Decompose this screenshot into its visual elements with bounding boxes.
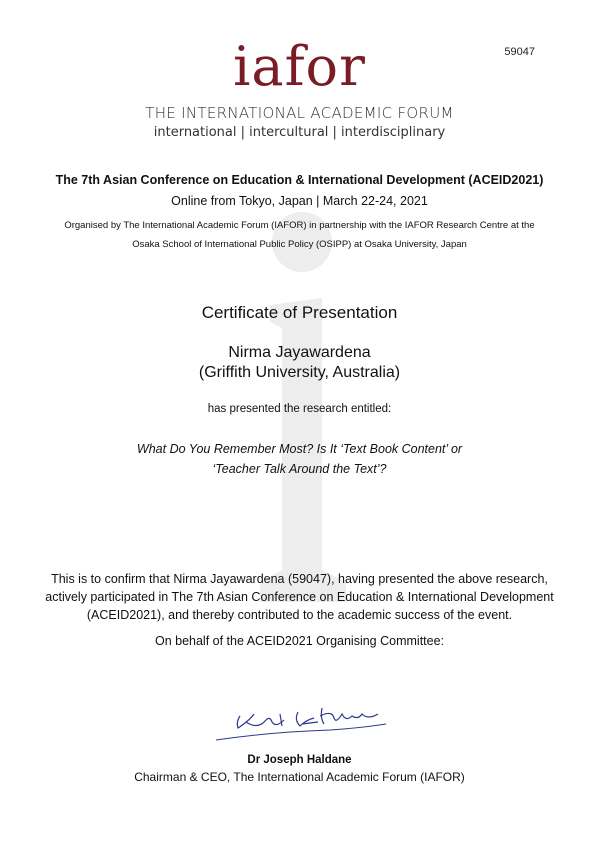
conference-organiser: Organised by The International Academic Forum (IAFOR) in partnership with the IAFOR Research Centre at the Osaka School of International Public Policy (OSIPP) at Osaka University, Japan bbox=[64, 220, 535, 250]
paper-title bbox=[0, 439, 599, 479]
confirmation-paragraph: This is to confirm that Nirma Jayawardena (59047), having presented the above research, actively participated in The 7th Asian Conference on Education & International Development (ACEID2021), and thereby contributed to the academic success of the event. bbox=[45, 572, 554, 622]
paper-title-line-1: What Do You Remember Most? Is It ‘Text Book Content’ or bbox=[136, 442, 463, 456]
handwritten-signature bbox=[210, 700, 390, 748]
logo-tagline: international | intercultural | interdisciplinary bbox=[153, 125, 446, 140]
certificate-id: 59047 bbox=[504, 46, 535, 58]
certificate-title: Certificate of Presentation bbox=[201, 303, 398, 322]
presented-statement: has presented the research entitled: bbox=[207, 403, 392, 415]
presenter-affiliation: (Griffith University, Australia) bbox=[198, 364, 401, 381]
presenter-name: Nirma Jayawardena bbox=[228, 344, 371, 361]
signatory-role: Chairman & CEO, The International Academic Forum (IAFOR) bbox=[134, 770, 465, 784]
iafor-logo: iafor bbox=[233, 35, 366, 98]
on-behalf-statement: On behalf of the ACEID2021 Organising Committee: bbox=[154, 634, 445, 648]
logo-subtitle: THE INTERNATIONAL ACADEMIC FORUM bbox=[145, 104, 454, 122]
conference-title: The 7th Asian Conference on Education & International Development (ACEID2021) bbox=[55, 173, 544, 187]
signatory-name: Dr Joseph Haldane bbox=[247, 754, 352, 766]
conference-location-date: Online from Tokyo, Japan | March 22-24, 2021 bbox=[171, 194, 428, 208]
paper-title-line-2: ‘Teacher Talk Around the Text’? bbox=[212, 462, 387, 476]
